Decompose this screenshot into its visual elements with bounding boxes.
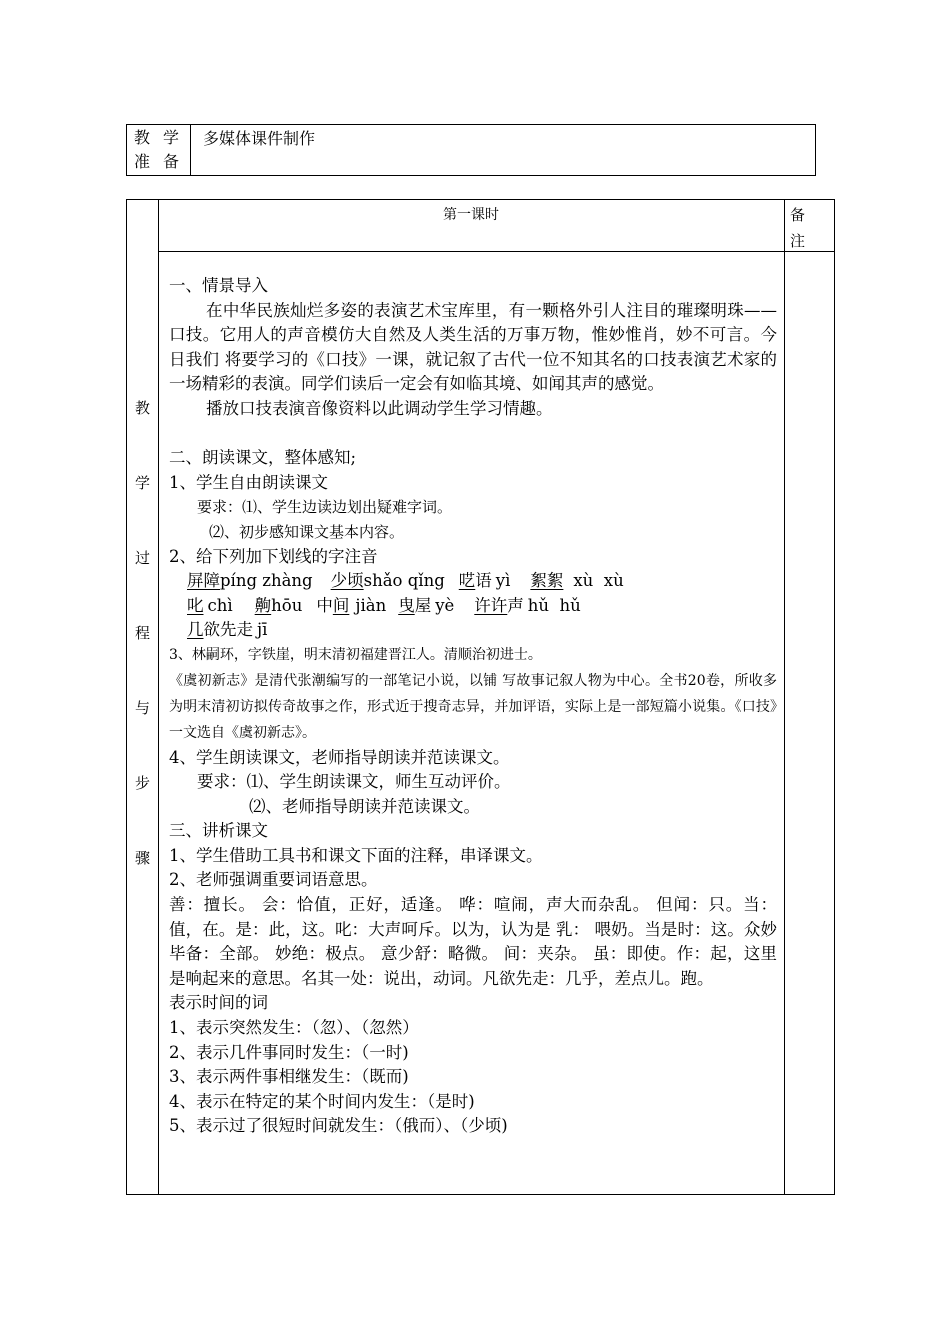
step-item: 2、给下列加下划线的字注音 [169, 546, 378, 566]
pinyin-row [169, 618, 777, 643]
column-divider [784, 200, 785, 1194]
pinyin-word: 呓 [458, 571, 476, 591]
session-title: 第一课时 [443, 207, 499, 223]
side-char: 步 [134, 774, 150, 792]
pinyin-word: 间 [332, 595, 350, 615]
time-word-item: 2、表示几件事同时发生：（一时) [169, 1042, 409, 1062]
side-char: 教 [134, 399, 150, 417]
teaching-prep-table [126, 124, 816, 176]
step-item: 4、学生朗读课文，老师指导朗读并范读课文。 [169, 747, 510, 767]
prep-label-line1: 教 学 [133, 128, 184, 147]
section-heading: 一、情景导入 [169, 276, 268, 295]
pinyin-reading: yè [435, 595, 455, 615]
requirement-item: ⑵、老师指导朗读并范读课文。 [249, 796, 480, 816]
pinyin-word-rest: 中 [316, 595, 333, 615]
pinyin-row [169, 594, 777, 619]
process-side-label [127, 200, 158, 1194]
vocab-paragraph: 善：擅长。 会：恰值，正好，适逢。 哗：喧闹，声大而杂乱。 但闻：只。当：值，在。是：此，这。叱：大声呵斥。以为，认为是 乳： 喂奶。当是时：这。众妙毕备：全部。 妙绝：极点。 意少舒：略微。 间：夹杂。 虽：即使。作：起，这里是响起来的意思。名其一处：说出，动词。凡欲先走：几乎，差点儿。跑。 [169, 895, 777, 988]
notes-header [790, 202, 810, 254]
pinyin-reading: hōu [271, 595, 303, 615]
pinyin-word: 叱 [187, 595, 204, 615]
pinyin-word-rest: 声 [507, 595, 524, 615]
step-item: 2、老师强调重要词语意思。 [169, 870, 378, 890]
step-item: 1、学生自由朗读课文 [169, 472, 328, 492]
pinyin-row [169, 569, 777, 594]
pinyin-word: 曳 [398, 595, 415, 615]
time-word-item: 1、表示突然发生：（忽）、（忽然） [169, 1018, 419, 1038]
step-item: 1、学生借助工具书和课文下面的注释，串译课文。 [169, 845, 543, 865]
time-word-item: 3、表示两件事相继发生：（既而) [169, 1067, 409, 1087]
pinyin-reading: yì [495, 571, 511, 591]
header-divider [158, 251, 834, 252]
teaching-prep-value: 多媒体课件制作 [203, 129, 316, 148]
side-char: 学 [134, 474, 150, 492]
notes-label-1: 备 [790, 206, 806, 224]
intro-paragraph: 在中华民族灿烂多姿的表演艺术宝库里，有一颗格外引人注目的璀璨明珠——口技。它用人的声音模仿大自然及人类生活的万事万物，惟妙惟肖，妙不可言。今日我们 将要学习的《口技》一课，就记叙了古代一位不知其名的口技表演艺术家的一场精彩的表演。同学们读后一定会有如临其境、如闻其声的感觉。 [169, 300, 777, 394]
pinyin-reading: jī [257, 620, 268, 640]
pinyin-word: 许许 [474, 595, 508, 615]
side-char: 过 [134, 549, 150, 567]
section-heading: 三、讲析课文 [169, 821, 268, 841]
pinyin-reading: chì [207, 595, 233, 615]
time-word-item: 4、表示在特定的某个时间内发生：（是时) [169, 1091, 475, 1111]
pinyin-word-rest: 语 [475, 571, 492, 591]
pinyin-word: 几 [187, 620, 204, 640]
prep-label-line2: 准 备 [133, 152, 184, 171]
time-word-item: 5、表示过了很短时间就发生：（俄而）、（少顷) [169, 1116, 508, 1136]
author-note: 3、林嗣环，字铁崖，明末清初福建晋江人。清顺治初进士。 [169, 646, 542, 663]
requirement-item: 要求：⑴、学生朗读课文，师生互动评价。 [197, 772, 511, 792]
pinyin-word: 齁 [254, 595, 272, 615]
book-note: 《虞初新志》是清代张潮编写的一部笔记小说，以铺 写故事记叙人物为中心。全书20卷，所收多为明末清初访拟传奇故事之作，形式近于搜奇志异，并加评语，实际上是一部短篇小说集。《口技》一文选自《虞初新志》。 [169, 672, 777, 741]
pinyin-word-rest: 屋 [414, 595, 432, 615]
pinyin-reading: jiàn [355, 595, 387, 615]
pinyin-word: 屏障 [187, 571, 220, 591]
pinyin-reading: hǔ hǔ [527, 595, 581, 615]
pinyin-reading: shǎo qǐng [363, 571, 445, 591]
teaching-process-table [126, 199, 835, 1195]
pinyin-reading: píng zhàng [220, 571, 313, 591]
blank-line [169, 422, 777, 447]
side-char: 骤 [134, 849, 150, 867]
side-char: 程 [134, 624, 150, 642]
requirement-item: ⑵、初步感知课文基本内容。 [209, 522, 405, 541]
intro-media-note: 播放口技表演音像资料以此调动学生学习情趣。 [206, 398, 553, 418]
notes-label-2: 注 [790, 232, 806, 250]
lesson-content [169, 274, 777, 1139]
subsection-heading: 表示时间的词 [169, 993, 268, 1013]
teaching-prep-label [127, 125, 191, 175]
side-char: 与 [134, 699, 150, 717]
pinyin-word: 絮絮 [530, 571, 564, 591]
column-divider [158, 200, 159, 1194]
requirement-item: 要求：⑴、学生边读边划出疑难字词。 [197, 498, 453, 517]
pinyin-word: 少顷 [330, 571, 364, 591]
section-heading: 二、朗读课文，整体感知; [169, 448, 357, 468]
pinyin-reading: xù xù [573, 571, 624, 591]
pinyin-word-rest: 欲先走 [203, 620, 253, 640]
